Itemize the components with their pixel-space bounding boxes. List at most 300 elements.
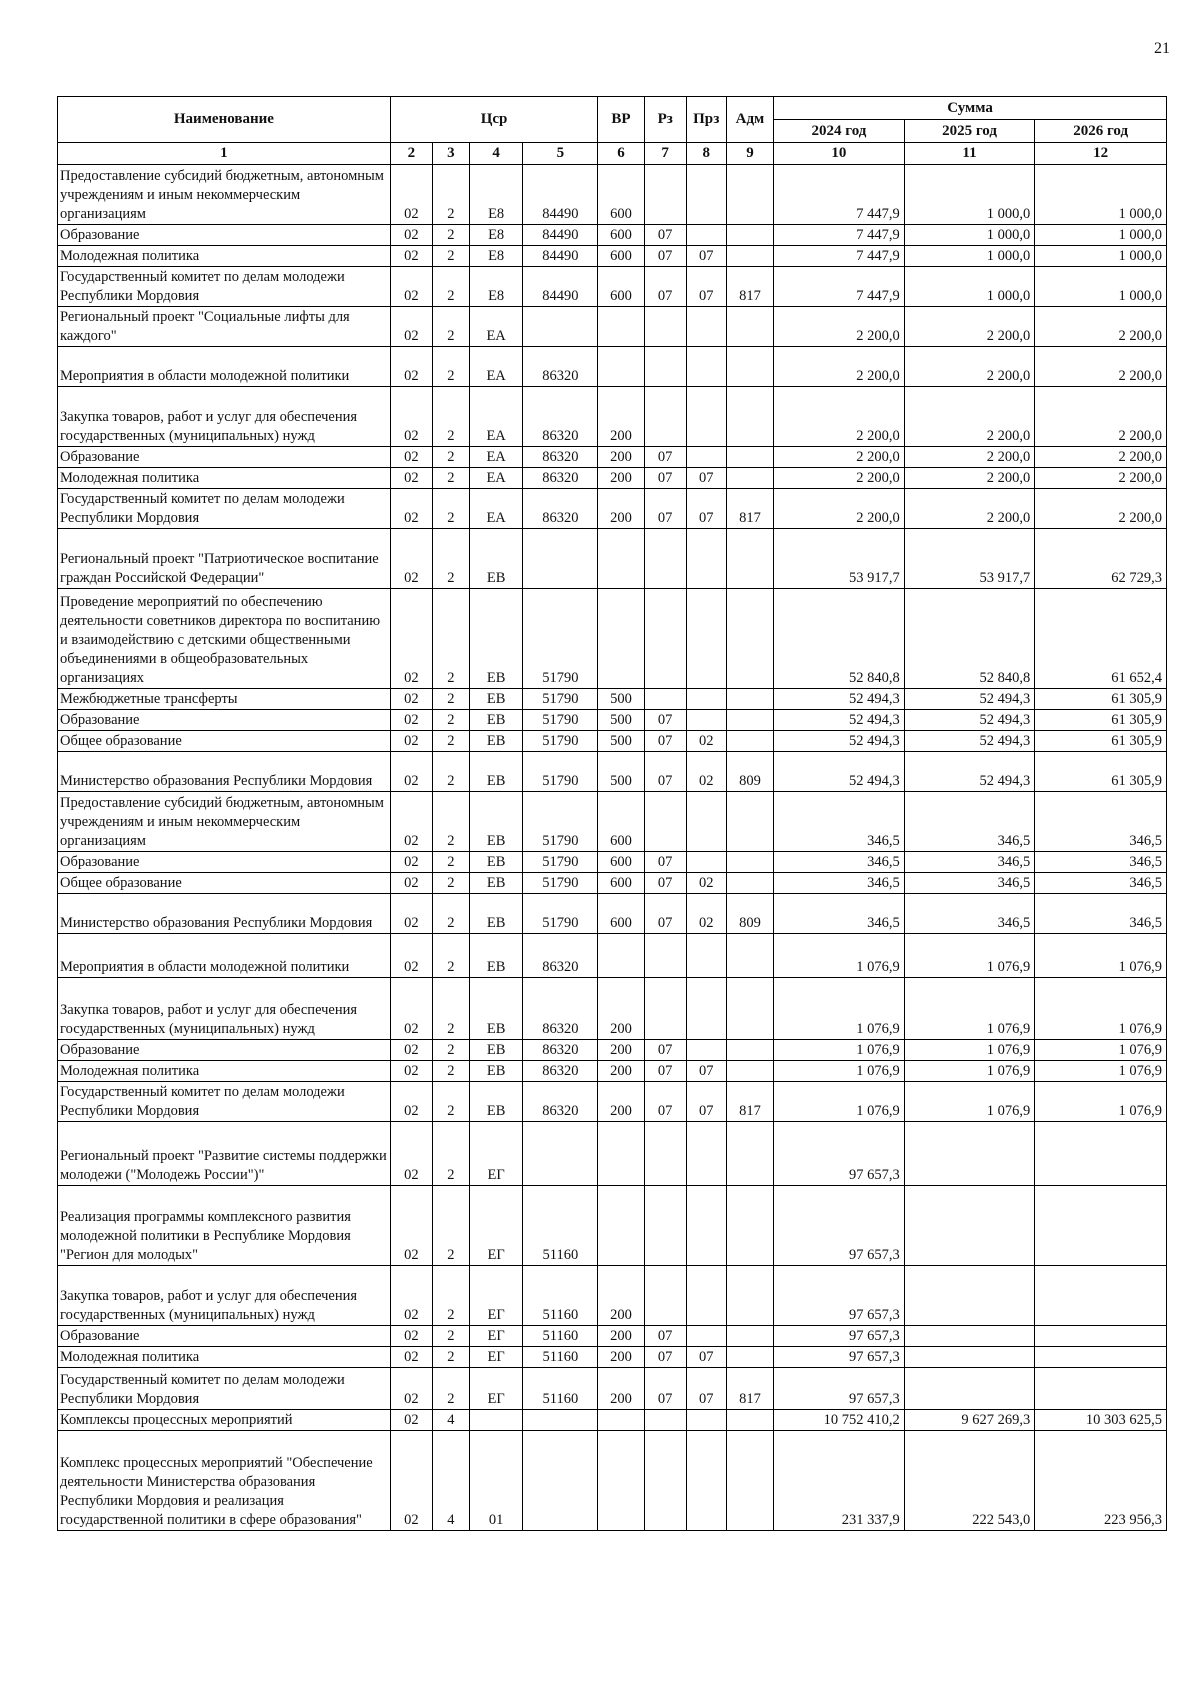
csr-part-3-cell: ЕВ xyxy=(469,731,523,752)
amount-2025-cell: 1 076,9 xyxy=(904,1061,1035,1082)
amount-2025-cell: 9 627 269,3 xyxy=(904,1410,1035,1431)
page-number: 21 xyxy=(1154,40,1170,57)
row-name-cell: Комплекс процессных мероприятий "Обеспечение деятельности Министерства образования Республики Мордовия и реализация государственной политики в сфере образования" xyxy=(58,1431,391,1531)
amount-2026-cell: 346,5 xyxy=(1035,873,1167,894)
amount-2024-cell: 52 494,3 xyxy=(774,689,905,710)
amount-2026-cell: 1 076,9 xyxy=(1035,978,1167,1040)
amount-2024-cell: 2 200,0 xyxy=(774,489,905,529)
column-number: 7 xyxy=(644,143,686,165)
amount-2025-cell: 346,5 xyxy=(904,852,1035,873)
row-name-cell: Предоставление субсидий бюджетным, автономным учреждениям и иным некоммерческим организациям xyxy=(58,792,391,852)
rz-cell: 07 xyxy=(644,267,686,307)
table-row xyxy=(58,1368,1167,1410)
rz-cell: 07 xyxy=(644,468,686,489)
amount-2025-cell xyxy=(904,1326,1035,1347)
csr-part-2-cell: 2 xyxy=(432,225,469,246)
amount-2024-cell: 1 076,9 xyxy=(774,1040,905,1061)
prz-cell xyxy=(686,934,726,978)
amount-2026-cell: 346,5 xyxy=(1035,852,1167,873)
csr-part-4-cell: 86320 xyxy=(523,387,598,447)
vr-cell: 200 xyxy=(598,1326,644,1347)
row-name-cell: Образование xyxy=(58,1040,391,1061)
table-row xyxy=(58,447,1167,468)
csr-part-2-cell: 2 xyxy=(432,894,469,934)
prz-cell: 07 xyxy=(686,246,726,267)
csr-part-4-cell: 51160 xyxy=(523,1186,598,1266)
header-year-2025: 2025 год xyxy=(904,120,1035,143)
table-row xyxy=(58,894,1167,934)
rz-cell: 07 xyxy=(644,1040,686,1061)
rz-cell xyxy=(644,1186,686,1266)
amount-2024-cell: 2 200,0 xyxy=(774,307,905,347)
vr-cell: 200 xyxy=(598,489,644,529)
table-row xyxy=(58,387,1167,447)
csr-part-2-cell: 2 xyxy=(432,1186,469,1266)
amount-2024-cell: 52 840,8 xyxy=(774,589,905,689)
row-name-cell: Закупка товаров, работ и услуг для обеспечения государственных (муниципальных) нужд xyxy=(58,387,391,447)
csr-part-1-cell: 02 xyxy=(390,934,432,978)
rz-cell xyxy=(644,165,686,225)
csr-part-3-cell: ЕГ xyxy=(469,1326,523,1347)
amount-2024-cell: 346,5 xyxy=(774,792,905,852)
csr-part-4-cell: 86320 xyxy=(523,1082,598,1122)
rz-cell: 07 xyxy=(644,894,686,934)
rz-cell xyxy=(644,1266,686,1326)
amount-2025-cell: 2 200,0 xyxy=(904,347,1035,387)
amount-2025-cell: 222 543,0 xyxy=(904,1431,1035,1531)
row-name-cell: Закупка товаров, работ и услуг для обеспечения государственных (муниципальных) нужд xyxy=(58,978,391,1040)
row-name-cell: Региональный проект "Развитие системы поддержки молодежи ("Молодежь России")" xyxy=(58,1122,391,1186)
adm-cell: 817 xyxy=(726,489,773,529)
csr-part-1-cell: 02 xyxy=(390,894,432,934)
csr-part-4-cell: 51790 xyxy=(523,689,598,710)
amount-2024-cell: 97 657,3 xyxy=(774,1347,905,1368)
csr-part-3-cell: ЕВ xyxy=(469,710,523,731)
csr-part-1-cell: 02 xyxy=(390,1186,432,1266)
amount-2025-cell: 1 076,9 xyxy=(904,934,1035,978)
adm-cell xyxy=(726,165,773,225)
row-name-cell: Молодежная политика xyxy=(58,468,391,489)
header-vr: ВР xyxy=(598,97,644,143)
csr-part-3-cell: ЕА xyxy=(469,347,523,387)
amount-2026-cell: 61 305,9 xyxy=(1035,689,1167,710)
amount-2024-cell: 1 076,9 xyxy=(774,1061,905,1082)
csr-part-1-cell: 02 xyxy=(390,246,432,267)
csr-part-2-cell: 2 xyxy=(432,731,469,752)
csr-part-3-cell xyxy=(469,1410,523,1431)
csr-part-1-cell: 02 xyxy=(390,267,432,307)
table-row xyxy=(58,873,1167,894)
csr-part-3-cell: Е8 xyxy=(469,246,523,267)
prz-cell xyxy=(686,689,726,710)
header-prz: Прз xyxy=(686,97,726,143)
csr-part-3-cell: ЕГ xyxy=(469,1347,523,1368)
csr-part-3-cell: ЕВ xyxy=(469,529,523,589)
csr-part-1-cell: 02 xyxy=(390,468,432,489)
column-number-row xyxy=(58,143,1167,165)
csr-part-3-cell: ЕВ xyxy=(469,1040,523,1061)
row-name-cell: Государственный комитет по делам молодежи Республики Мордовия xyxy=(58,489,391,529)
header-year-2024: 2024 год xyxy=(774,120,905,143)
csr-part-2-cell: 4 xyxy=(432,1410,469,1431)
vr-cell: 600 xyxy=(598,894,644,934)
csr-part-1-cell: 02 xyxy=(390,1061,432,1082)
prz-cell xyxy=(686,347,726,387)
vr-cell: 200 xyxy=(598,1040,644,1061)
amount-2026-cell xyxy=(1035,1368,1167,1410)
csr-part-3-cell: ЕГ xyxy=(469,1266,523,1326)
amount-2026-cell: 1 076,9 xyxy=(1035,1061,1167,1082)
csr-part-2-cell: 2 xyxy=(432,1347,469,1368)
prz-cell xyxy=(686,1266,726,1326)
amount-2025-cell xyxy=(904,1368,1035,1410)
adm-cell: 809 xyxy=(726,752,773,792)
rz-cell: 07 xyxy=(644,447,686,468)
adm-cell xyxy=(726,731,773,752)
adm-cell: 817 xyxy=(726,1368,773,1410)
adm-cell xyxy=(726,1266,773,1326)
amount-2026-cell: 2 200,0 xyxy=(1035,347,1167,387)
column-number: 1 xyxy=(58,143,391,165)
vr-cell xyxy=(598,934,644,978)
amount-2024-cell: 2 200,0 xyxy=(774,447,905,468)
rz-cell: 07 xyxy=(644,1347,686,1368)
rz-cell xyxy=(644,792,686,852)
row-name-cell: Образование xyxy=(58,447,391,468)
amount-2024-cell: 1 076,9 xyxy=(774,1082,905,1122)
vr-cell: 600 xyxy=(598,165,644,225)
table-row xyxy=(58,267,1167,307)
adm-cell xyxy=(726,1410,773,1431)
rz-cell: 07 xyxy=(644,489,686,529)
amount-2024-cell: 97 657,3 xyxy=(774,1266,905,1326)
table-row xyxy=(58,731,1167,752)
adm-cell xyxy=(726,852,773,873)
csr-part-4-cell: 86320 xyxy=(523,447,598,468)
vr-cell: 600 xyxy=(598,225,644,246)
column-number: 10 xyxy=(774,143,905,165)
vr-cell xyxy=(598,307,644,347)
adm-cell xyxy=(726,1431,773,1531)
rz-cell: 07 xyxy=(644,873,686,894)
csr-part-2-cell: 2 xyxy=(432,873,469,894)
csr-part-4-cell: 51160 xyxy=(523,1368,598,1410)
table-row xyxy=(58,589,1167,689)
table-row xyxy=(58,792,1167,852)
csr-part-3-cell: ЕВ xyxy=(469,589,523,689)
adm-cell xyxy=(726,529,773,589)
amount-2025-cell: 2 200,0 xyxy=(904,387,1035,447)
vr-cell: 600 xyxy=(598,246,644,267)
csr-part-3-cell: Е8 xyxy=(469,267,523,307)
csr-part-2-cell: 2 xyxy=(432,529,469,589)
adm-cell xyxy=(726,792,773,852)
amount-2026-cell xyxy=(1035,1326,1167,1347)
csr-part-2-cell: 2 xyxy=(432,447,469,468)
amount-2025-cell: 1 000,0 xyxy=(904,267,1035,307)
rz-cell xyxy=(644,934,686,978)
amount-2026-cell xyxy=(1035,1347,1167,1368)
rz-cell: 07 xyxy=(644,731,686,752)
prz-cell xyxy=(686,447,726,468)
vr-cell xyxy=(598,1186,644,1266)
table-row xyxy=(58,710,1167,731)
column-number: 3 xyxy=(432,143,469,165)
amount-2026-cell: 1 076,9 xyxy=(1035,1082,1167,1122)
amount-2025-cell: 2 200,0 xyxy=(904,489,1035,529)
csr-part-3-cell: ЕА xyxy=(469,387,523,447)
amount-2025-cell: 52 840,8 xyxy=(904,589,1035,689)
amount-2025-cell: 346,5 xyxy=(904,873,1035,894)
budget-table xyxy=(57,96,1167,1531)
column-number: 5 xyxy=(523,143,598,165)
table-row xyxy=(58,468,1167,489)
adm-cell xyxy=(726,246,773,267)
amount-2026-cell: 61 305,9 xyxy=(1035,731,1167,752)
amount-2024-cell: 97 657,3 xyxy=(774,1122,905,1186)
rz-cell xyxy=(644,689,686,710)
vr-cell: 600 xyxy=(598,267,644,307)
csr-part-1-cell: 02 xyxy=(390,589,432,689)
table-row xyxy=(58,689,1167,710)
csr-part-2-cell: 2 xyxy=(432,1082,469,1122)
csr-part-2-cell: 2 xyxy=(432,978,469,1040)
csr-part-4-cell: 51790 xyxy=(523,752,598,792)
amount-2024-cell: 346,5 xyxy=(774,894,905,934)
adm-cell xyxy=(726,1061,773,1082)
column-number: 6 xyxy=(598,143,644,165)
csr-part-2-cell: 2 xyxy=(432,1061,469,1082)
amount-2026-cell: 61 652,4 xyxy=(1035,589,1167,689)
table-row xyxy=(58,225,1167,246)
amount-2025-cell: 346,5 xyxy=(904,894,1035,934)
csr-part-3-cell: ЕВ xyxy=(469,873,523,894)
prz-cell xyxy=(686,1410,726,1431)
csr-part-2-cell: 2 xyxy=(432,792,469,852)
csr-part-3-cell: ЕВ xyxy=(469,1082,523,1122)
csr-part-2-cell: 2 xyxy=(432,852,469,873)
header-rz: Рз xyxy=(644,97,686,143)
csr-part-3-cell: 01 xyxy=(469,1431,523,1531)
prz-cell: 07 xyxy=(686,1082,726,1122)
vr-cell: 600 xyxy=(598,792,644,852)
amount-2026-cell: 346,5 xyxy=(1035,792,1167,852)
csr-part-3-cell: ЕГ xyxy=(469,1186,523,1266)
table-body xyxy=(58,165,1167,1531)
csr-part-3-cell: ЕВ xyxy=(469,752,523,792)
csr-part-2-cell: 4 xyxy=(432,1431,469,1531)
csr-part-4-cell: 86320 xyxy=(523,1061,598,1082)
csr-part-1-cell: 02 xyxy=(390,1122,432,1186)
csr-part-4-cell xyxy=(523,1431,598,1531)
rz-cell xyxy=(644,1410,686,1431)
amount-2025-cell: 1 000,0 xyxy=(904,165,1035,225)
adm-cell xyxy=(726,468,773,489)
csr-part-1-cell: 02 xyxy=(390,689,432,710)
table-row xyxy=(58,1061,1167,1082)
csr-part-3-cell: ЕВ xyxy=(469,978,523,1040)
amount-2024-cell: 52 494,3 xyxy=(774,731,905,752)
row-name-cell: Закупка товаров, работ и услуг для обеспечения государственных (муниципальных) нужд xyxy=(58,1266,391,1326)
adm-cell xyxy=(726,1122,773,1186)
prz-cell xyxy=(686,978,726,1040)
vr-cell: 200 xyxy=(598,1266,644,1326)
csr-part-4-cell: 86320 xyxy=(523,1040,598,1061)
adm-cell xyxy=(726,978,773,1040)
csr-part-4-cell xyxy=(523,1122,598,1186)
table-row xyxy=(58,1326,1167,1347)
adm-cell: 809 xyxy=(726,894,773,934)
prz-cell: 07 xyxy=(686,1347,726,1368)
adm-cell xyxy=(726,225,773,246)
row-name-cell: Государственный комитет по делам молодежи Республики Мордовия xyxy=(58,1368,391,1410)
csr-part-4-cell xyxy=(523,529,598,589)
rz-cell: 07 xyxy=(644,752,686,792)
rz-cell: 07 xyxy=(644,225,686,246)
csr-part-2-cell: 2 xyxy=(432,710,469,731)
table-row xyxy=(58,752,1167,792)
csr-part-1-cell: 02 xyxy=(390,792,432,852)
amount-2024-cell: 10 752 410,2 xyxy=(774,1410,905,1431)
csr-part-2-cell: 2 xyxy=(432,689,469,710)
amount-2025-cell: 2 200,0 xyxy=(904,447,1035,468)
csr-part-1-cell: 02 xyxy=(390,1082,432,1122)
csr-part-2-cell: 2 xyxy=(432,752,469,792)
csr-part-2-cell: 2 xyxy=(432,347,469,387)
amount-2025-cell: 346,5 xyxy=(904,792,1035,852)
csr-part-1-cell: 02 xyxy=(390,225,432,246)
amount-2024-cell: 7 447,9 xyxy=(774,246,905,267)
csr-part-3-cell: Е8 xyxy=(469,165,523,225)
rz-cell: 07 xyxy=(644,710,686,731)
csr-part-4-cell: 51160 xyxy=(523,1347,598,1368)
csr-part-2-cell: 2 xyxy=(432,1326,469,1347)
vr-cell xyxy=(598,589,644,689)
row-name-cell: Региональный проект "Патриотическое воспитание граждан Российской Федерации" xyxy=(58,529,391,589)
csr-part-3-cell: ЕА xyxy=(469,307,523,347)
csr-part-4-cell: 86320 xyxy=(523,468,598,489)
rz-cell: 07 xyxy=(644,1082,686,1122)
table-row xyxy=(58,1410,1167,1431)
amount-2024-cell: 52 494,3 xyxy=(774,710,905,731)
csr-part-1-cell: 02 xyxy=(390,852,432,873)
csr-part-1-cell: 02 xyxy=(390,873,432,894)
csr-part-4-cell: 86320 xyxy=(523,934,598,978)
csr-part-1-cell: 02 xyxy=(390,752,432,792)
prz-cell: 02 xyxy=(686,873,726,894)
csr-part-3-cell: ЕВ xyxy=(469,689,523,710)
amount-2025-cell: 1 000,0 xyxy=(904,246,1035,267)
amount-2025-cell: 1 076,9 xyxy=(904,1082,1035,1122)
vr-cell: 200 xyxy=(598,1347,644,1368)
row-name-cell: Молодежная политика xyxy=(58,1347,391,1368)
csr-part-2-cell: 2 xyxy=(432,1122,469,1186)
amount-2026-cell: 62 729,3 xyxy=(1035,529,1167,589)
column-number: 2 xyxy=(390,143,432,165)
amount-2024-cell: 7 447,9 xyxy=(774,165,905,225)
rz-cell: 07 xyxy=(644,1061,686,1082)
csr-part-1-cell: 02 xyxy=(390,347,432,387)
table-row xyxy=(58,1266,1167,1326)
csr-part-3-cell: ЕВ xyxy=(469,934,523,978)
vr-cell: 600 xyxy=(598,852,644,873)
table-row xyxy=(58,307,1167,347)
prz-cell xyxy=(686,589,726,689)
adm-cell: 817 xyxy=(726,267,773,307)
vr-cell xyxy=(598,1122,644,1186)
amount-2025-cell: 1 076,9 xyxy=(904,978,1035,1040)
prz-cell xyxy=(686,1122,726,1186)
prz-cell: 07 xyxy=(686,267,726,307)
csr-part-4-cell: 51790 xyxy=(523,731,598,752)
amount-2026-cell: 1 076,9 xyxy=(1035,934,1167,978)
csr-part-2-cell: 2 xyxy=(432,165,469,225)
vr-cell: 200 xyxy=(598,447,644,468)
csr-part-1-cell: 02 xyxy=(390,1326,432,1347)
amount-2026-cell: 2 200,0 xyxy=(1035,468,1167,489)
table-row xyxy=(58,347,1167,387)
csr-part-1-cell: 02 xyxy=(390,387,432,447)
amount-2026-cell: 61 305,9 xyxy=(1035,710,1167,731)
amount-2026-cell: 61 305,9 xyxy=(1035,752,1167,792)
rz-cell: 07 xyxy=(644,246,686,267)
header-csr: Цср xyxy=(390,97,598,143)
adm-cell: 817 xyxy=(726,1082,773,1122)
amount-2024-cell: 346,5 xyxy=(774,852,905,873)
row-name-cell: Региональный проект "Социальные лифты для каждого" xyxy=(58,307,391,347)
prz-cell: 02 xyxy=(686,752,726,792)
csr-part-4-cell: 51160 xyxy=(523,1266,598,1326)
amount-2024-cell: 97 657,3 xyxy=(774,1186,905,1266)
prz-cell: 07 xyxy=(686,1061,726,1082)
csr-part-3-cell: ЕВ xyxy=(469,792,523,852)
prz-cell xyxy=(686,852,726,873)
amount-2026-cell: 2 200,0 xyxy=(1035,387,1167,447)
rz-cell xyxy=(644,307,686,347)
csr-part-1-cell: 02 xyxy=(390,165,432,225)
csr-part-1-cell: 02 xyxy=(390,489,432,529)
csr-part-4-cell xyxy=(523,1410,598,1431)
amount-2025-cell: 52 494,3 xyxy=(904,752,1035,792)
prz-cell: 07 xyxy=(686,468,726,489)
header-sum: Сумма xyxy=(774,97,1167,120)
table-row xyxy=(58,1122,1167,1186)
vr-cell: 200 xyxy=(598,387,644,447)
csr-part-4-cell: 51160 xyxy=(523,1326,598,1347)
amount-2025-cell: 2 200,0 xyxy=(904,468,1035,489)
table-row xyxy=(58,246,1167,267)
rz-cell: 07 xyxy=(644,1326,686,1347)
row-name-cell: Комплексы процессных мероприятий xyxy=(58,1410,391,1431)
csr-part-2-cell: 2 xyxy=(432,1040,469,1061)
adm-cell xyxy=(726,347,773,387)
amount-2024-cell: 346,5 xyxy=(774,873,905,894)
prz-cell xyxy=(686,1186,726,1266)
row-name-cell: Молодежная политика xyxy=(58,1061,391,1082)
csr-part-4-cell: 84490 xyxy=(523,246,598,267)
csr-part-2-cell: 2 xyxy=(432,489,469,529)
amount-2025-cell: 1 076,9 xyxy=(904,1040,1035,1061)
amount-2026-cell: 1 000,0 xyxy=(1035,165,1167,225)
rz-cell xyxy=(644,978,686,1040)
row-name-cell: Межбюджетные трансферты xyxy=(58,689,391,710)
csr-part-3-cell: ЕА xyxy=(469,489,523,529)
amount-2024-cell: 2 200,0 xyxy=(774,468,905,489)
adm-cell xyxy=(726,1186,773,1266)
column-number: 12 xyxy=(1035,143,1167,165)
vr-cell: 500 xyxy=(598,752,644,792)
vr-cell: 200 xyxy=(598,1082,644,1122)
